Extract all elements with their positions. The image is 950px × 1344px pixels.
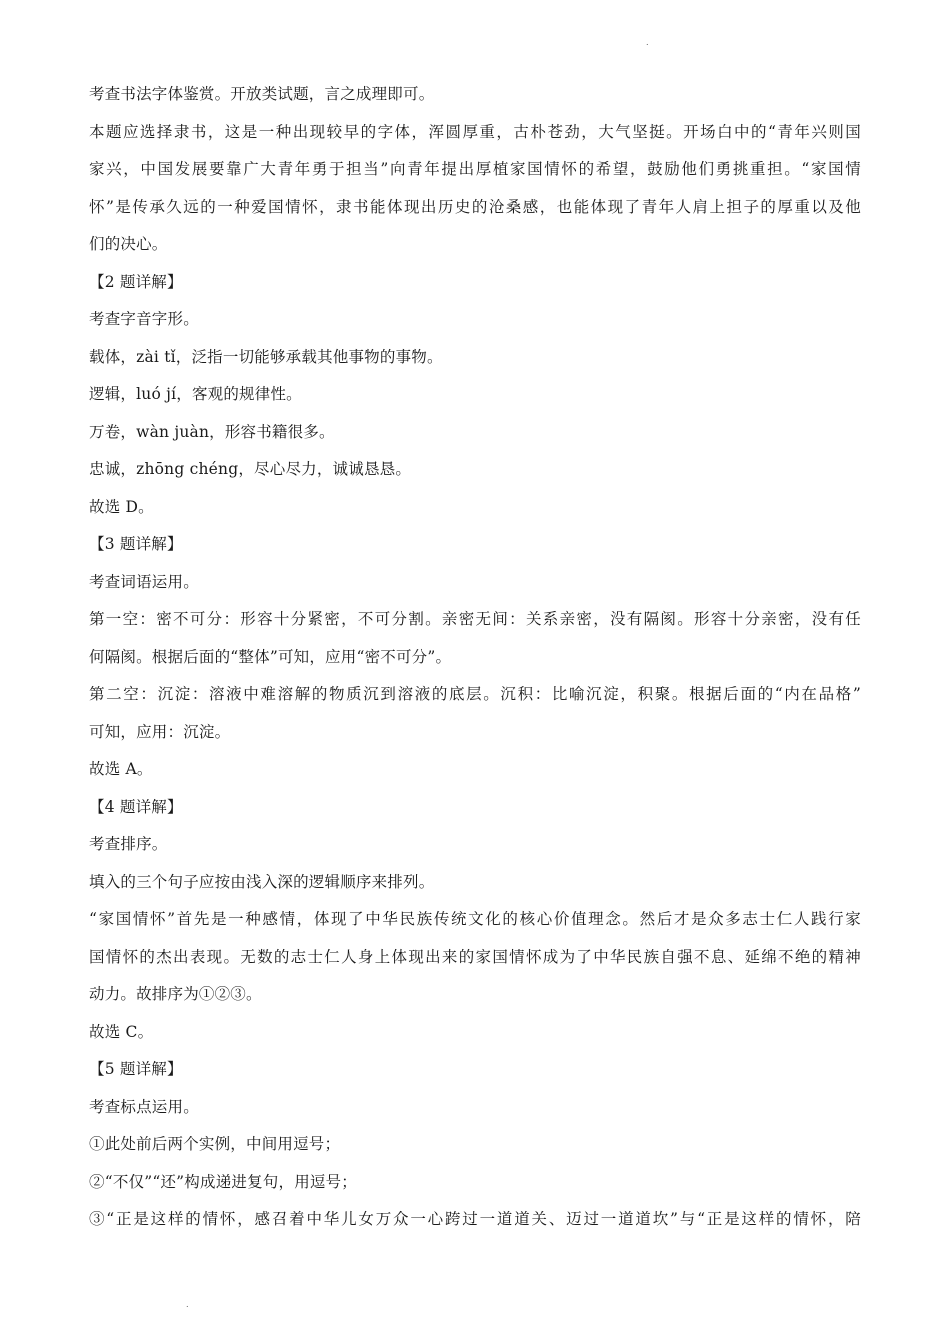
text-line: 忠诚，zhōng chéng，尽心尽力，诚诚恳恳。 xyxy=(89,460,412,478)
text-line: 第一空：密不可分：形容十分紧密，不可分割。亲密无间：关系亲密，没有隔阂。形容十分亲密，没有任 xyxy=(89,610,861,628)
text-line: 何隔阂。根据后面的“整体”可知，应用“密不可分”。 xyxy=(89,647,452,666)
section-heading-q4: 【4 题详解】 xyxy=(89,797,183,816)
answer-line: 故选 C。 xyxy=(89,1022,154,1041)
text-line: 填入的三个句子应按由浅入深的逻辑顺序来排列。 xyxy=(89,872,435,891)
text-line: 本题应选择隶书，这是一种出现较早的字体，浑圆厚重，古朴苍劲，大气坚挺。开场白中的“青年兴则国 xyxy=(89,122,861,141)
text-line: 考查词语运用。 xyxy=(89,572,199,591)
text-line: 考查书法字体鉴赏。开放类试题，言之成理即可。 xyxy=(89,85,435,103)
text-line: ③“正是这样的情怀，感召着中华儿女万众一心跨过一道道关、迈过一道道坎”与“正是这样的情怀，陪 xyxy=(89,1210,861,1228)
text-line: 可知，应用：沉淀。 xyxy=(89,722,231,741)
text-line: ①此处前后两个实例，中间用逗号； xyxy=(89,1135,341,1153)
text-line: 逻辑，luó jí，客观的规律性。 xyxy=(89,385,302,403)
page-bottom-mark: . xyxy=(186,1300,189,1309)
text-line: 载体，zài tǐ，泛指一切能够承载其他事物的事物。 xyxy=(89,347,443,366)
text-line: 万卷，wàn juàn，形容书籍很多。 xyxy=(89,422,335,441)
text-line: ②“不仅”“还”构成递进复句，用逗号； xyxy=(89,1172,357,1191)
section-heading-q5: 【5 题详解】 xyxy=(89,1060,183,1078)
answer-line: 故选 D。 xyxy=(89,497,154,516)
text-line: 家兴，中国发展要靠广大青年勇于担当”向青年提出厚植家国情怀的希望，鼓励他们勇挑重担。“家国情 xyxy=(89,160,861,178)
answer-explanation-text xyxy=(89,76,861,1239)
text-line: 动力。故排序为①②③。 xyxy=(89,985,262,1003)
text-line: 考查排序。 xyxy=(89,835,168,853)
section-heading-q2: 【2 题详解】 xyxy=(89,272,183,291)
section-heading-q3: 【3 题详解】 xyxy=(89,535,183,553)
text-line: 第二空：沉淀：溶液中难溶解的物质沉到溶液的底层。沉积：比喻沉淀，积聚。根据后面的“内在品格” xyxy=(89,685,861,703)
answer-line: 故选 A。 xyxy=(89,760,153,778)
text-line: 考查标点运用。 xyxy=(89,1097,199,1116)
text-line: 怀”是传承久远的一种爱国情怀，隶书能体现出历史的沧桑感，也能体现了青年人肩上担子的厚重以及他 xyxy=(89,197,861,216)
text-line: 国情怀的杰出表现。无数的志士仁人身上体现出来的家国情怀成为了中华民族自强不息、延绵不绝的精神 xyxy=(89,947,861,966)
text-line: 考查字音字形。 xyxy=(89,310,199,328)
page-top-mark: . xyxy=(646,38,649,47)
text-line: “家国情怀”首先是一种感情，体现了中华民族传统文化的核心价值理念。然后才是众多志士仁人践行家 xyxy=(89,910,861,928)
text-line: 们的决心。 xyxy=(89,235,168,253)
